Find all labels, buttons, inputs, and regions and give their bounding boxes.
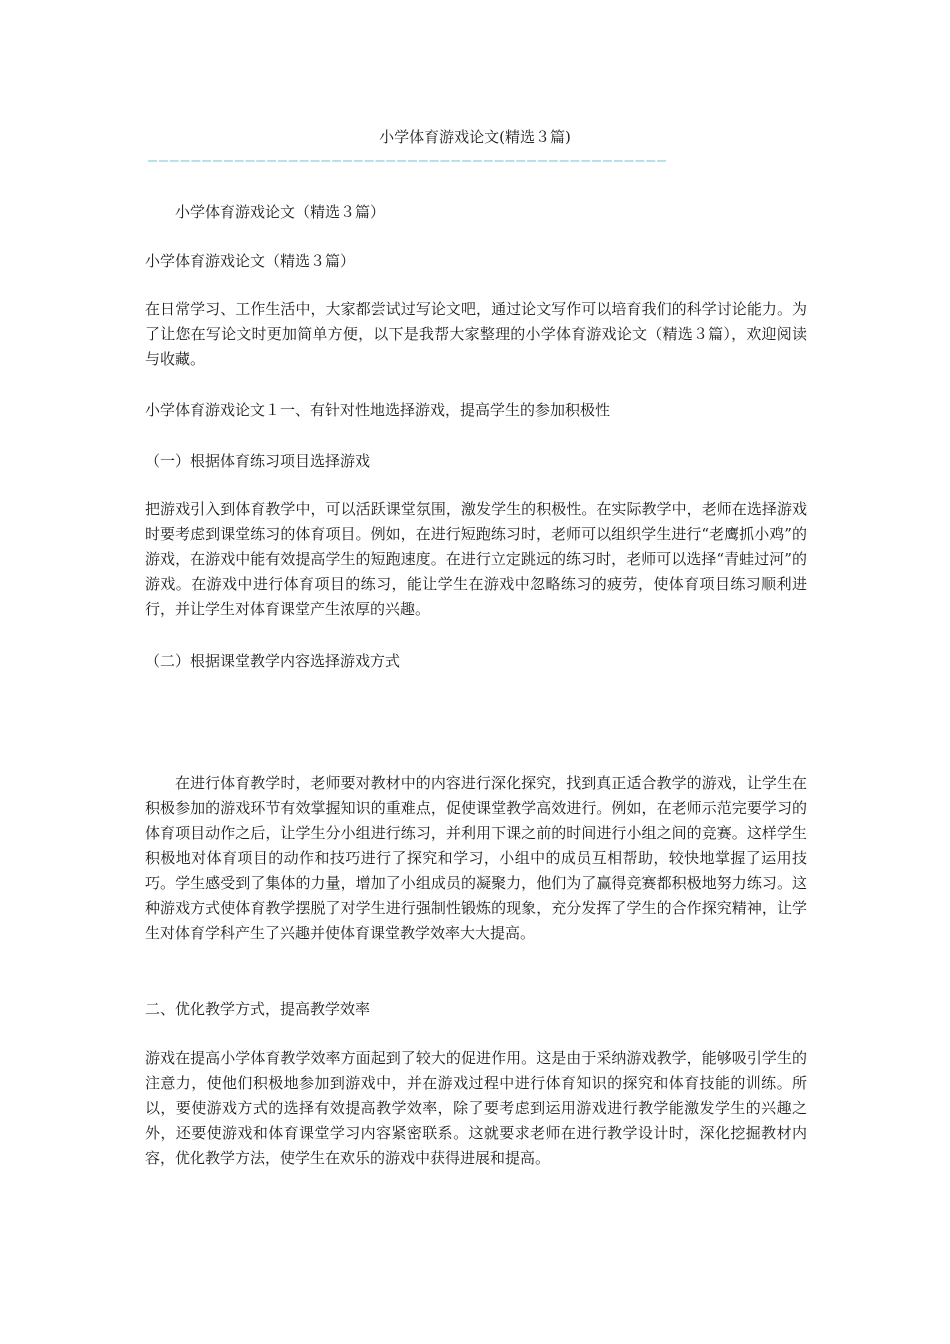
intro-paragraph: 在日常学习、工作生活中，大家都尝试过写论文吧，通过论文写作可以培育我们的科学讨论能力。为了让您在写论文时更加简单方便，以下是我帮大家整理的小学体育游戏论文（精选３篇），欢迎阅读与收藏。 xyxy=(145,300,807,368)
header-divider: ———————————————————————————————————————————————— xyxy=(148,152,668,168)
section-heading-2: 二、优化教学方式，提高教学效率 xyxy=(145,1000,371,1018)
body-paragraph-3: 游戏在提高小学体育教学效率方面起到了较大的促进作用。这是由于采纳游戏教学，能够吸引学生的注意力，使他们积极地参加到游戏中，并在游戏过程中进行体育知识的探究和体育技能的训练。所以，要使游戏方式的选择有效提高教学效率，除了要考虑到运用游戏进行教学能激发学生的兴趣之外，还要使游戏和体育课堂学习内容紧密联系。这就要求老师在进行教学设计时，深化挖掘教材内容，优化教学方法，使学生在欢乐的游戏中获得进展和提高。 xyxy=(145,1049,807,1167)
body-paragraph-1: 把游戏引入到体育教学中，可以活跃课堂氛围，激发学生的积极性。在实际教学中，老师在选择游戏时要考虑到课堂练习的体育项目。例如，在进行短跑练习时，老师可以组织学生进行“老鹰抓小鸡”的游戏，在游戏中能有效提高学生的短跑速度。在进行立定跳远的练习时，老师可以选择“青蛙过河”的游戏。在游戏中进行体育项目的练习，能让学生在游戏中忽略练习的疲劳，使体育项目练习顺利进行，并让学生对体育课堂产生浓厚的兴趣。 xyxy=(145,500,807,618)
body-paragraph-2: 在进行体育教学时，老师要对教材中的内容进行深化探究，找到真正适合教学的游戏，让学生在积极参加的游戏环节有效掌握知识的重难点，促使课堂教学高效进行。例如，在老师示范完要学习的体育项目动作之后，让学生分小组进行练习，并利用下课之前的时间进行小组之间的竞赛。这样学生积极地对体育项目的动作和技巧进行了探究和学习，小组中的成员互相帮助，较快地掌握了运用技巧。学生感受到了集体的力量，增加了小组成员的凝聚力，他们为了赢得竞赛都积极地努力练习。这种游戏方式使体育教学摆脱了对学生进行强制性锻炼的现象，充分发挥了学生的合作探究精神，让学生对体育学科产生了兴趣并使体育课堂教学效率大大提高。 xyxy=(145,774,807,942)
subsection-heading-1: （一）根据体育练习项目选择游戏 xyxy=(145,452,371,470)
document-header-title: 小学体育游戏论文(精选３篇) xyxy=(379,128,571,146)
subsection-heading-2: （二）根据课堂教学内容选择游戏方式 xyxy=(145,652,401,670)
section-heading-1: 小学体育游戏论文１一、有针对性地选择游戏，提高学生的参加积极性 xyxy=(145,401,611,419)
intro-title: 小学体育游戏论文（精选３篇） xyxy=(145,252,356,270)
intro-title-indented: 小学体育游戏论文（精选３篇） xyxy=(175,203,386,221)
